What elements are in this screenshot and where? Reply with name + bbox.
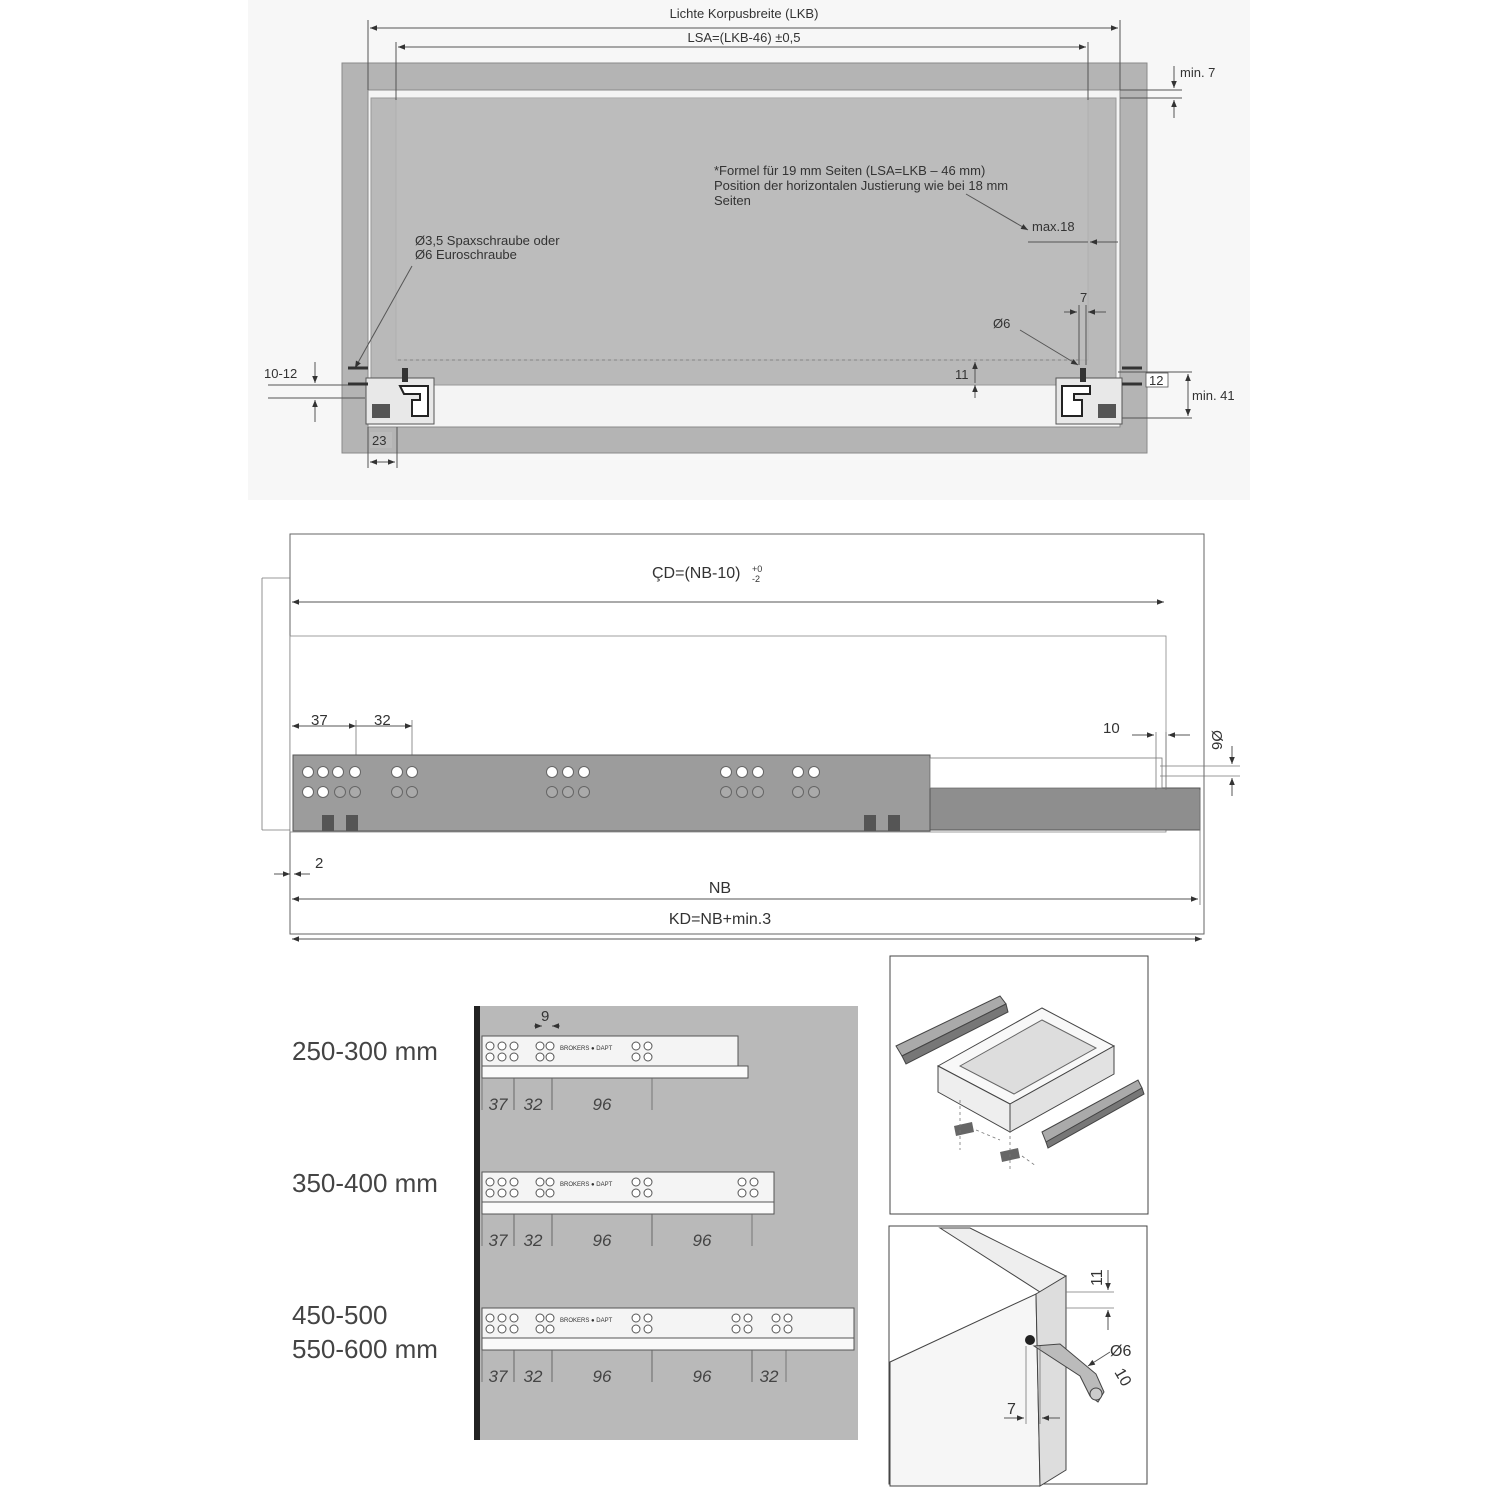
rail-hole: [498, 1189, 506, 1197]
front-view: [264, 6, 1235, 468]
runner-hole: [303, 767, 314, 778]
rail-dim-label: 96: [592, 1095, 612, 1114]
rail-hole: [732, 1314, 740, 1322]
min7-label: min. 7: [1180, 65, 1216, 80]
rail-dim-label: 37: [488, 1367, 508, 1386]
dim-min41-label: min. 41: [1192, 388, 1235, 403]
isometric-view: [890, 956, 1148, 1214]
runner-hole: [318, 767, 329, 778]
dim-11-label: 11: [955, 367, 969, 382]
rail-hole: [498, 1178, 506, 1186]
dim-23-label: 23: [372, 433, 387, 448]
rail-hole: [536, 1314, 544, 1322]
rail-hole: [644, 1314, 652, 1322]
rail-print: BROKERS ● DAPT: [560, 1182, 613, 1188]
runner-hole: [563, 767, 574, 778]
rail-hole: [732, 1325, 740, 1333]
runner-hole: [335, 787, 346, 798]
runner-hole: [303, 787, 314, 798]
size-label-550-600: 550-600 mm: [292, 1334, 438, 1364]
dim-10-12-label: 10-12: [264, 366, 298, 381]
rail-hole: [750, 1189, 758, 1197]
lkb-label: Lichte Korpusbreite (LKB): [669, 6, 819, 21]
rail-hole: [744, 1325, 752, 1333]
rail-hole: [498, 1042, 506, 1050]
rail-hole: [772, 1314, 780, 1322]
runner-hole: [793, 787, 804, 798]
dim-10-label: 10: [1103, 720, 1120, 737]
dim-32-label: 32: [374, 712, 391, 729]
runner-hole: [333, 767, 344, 778]
rail-hole: [546, 1314, 554, 1322]
lsa-label: LSA=(LKB-46) ±0,5: [687, 30, 801, 45]
max18-label: max.18: [1032, 219, 1075, 234]
rail-hole: [486, 1314, 494, 1322]
rail-hole: [536, 1042, 544, 1050]
rail-hole: [498, 1325, 506, 1333]
rail-hole: [738, 1178, 746, 1186]
rail-hole: [486, 1189, 494, 1197]
rail-dim-label: 32: [759, 1367, 779, 1386]
rail-dim-label: 37: [488, 1231, 508, 1250]
size-label-250-300: 250-300 mm: [292, 1036, 438, 1066]
rail-hole: [486, 1325, 494, 1333]
rail-hole: [784, 1325, 792, 1333]
kd-label: KD=NB+min.3: [668, 911, 772, 928]
runner-hole: [737, 767, 748, 778]
rail-hole: [744, 1314, 752, 1322]
rail-dim-label: 32: [523, 1367, 543, 1386]
rail-hole: [772, 1325, 780, 1333]
dim-2-label: 2: [315, 855, 324, 872]
dim-d6-label: Ø6: [993, 316, 1011, 331]
rail-hole: [536, 1178, 544, 1186]
formula-note-line-1: *Formel für 19 mm Seiten (LSA=LKB – 46 mm): [714, 163, 986, 178]
rail-hole: [546, 1325, 554, 1333]
runner-hole: [753, 767, 764, 778]
dim-d6-side-label: Ø6: [1208, 730, 1225, 751]
rail-hole: [546, 1189, 554, 1197]
nb-label: NB: [708, 880, 732, 897]
rail-hole: [644, 1053, 652, 1061]
rail-hole: [784, 1314, 792, 1322]
rail-dim-label: 32: [523, 1095, 543, 1114]
rail-hole: [632, 1189, 640, 1197]
rail-hole: [632, 1042, 640, 1050]
runner-hole: [350, 767, 361, 778]
runner-hole: [809, 767, 820, 778]
runner-hole: [392, 787, 403, 798]
runner-hole: [563, 787, 574, 798]
dim-7-label: 7: [1080, 290, 1088, 305]
rail-print: BROKERS ● DAPT: [560, 1046, 613, 1052]
hole-patterns: [292, 1006, 858, 1440]
detail-dim-11-label: 11: [1089, 1269, 1106, 1286]
rail-hole: [510, 1325, 518, 1333]
rail-hole: [738, 1189, 746, 1197]
runner-hole: [579, 767, 590, 778]
rail-dim-label: 32: [523, 1231, 543, 1250]
screw-note-line-1: Ø3,5 Spaxschraube oder: [415, 233, 560, 248]
rail-hole: [498, 1314, 506, 1322]
detail-dim-7-label: 7: [1007, 1401, 1016, 1418]
cd-tolerance-top: +0: [752, 564, 763, 574]
rail-hole: [644, 1189, 652, 1197]
dim-12-label: 12: [1149, 373, 1164, 388]
runner-hole: [579, 787, 590, 798]
runner-hole: [407, 767, 418, 778]
rail-hole: [750, 1178, 758, 1186]
rail-hole: [644, 1325, 652, 1333]
rail-dim-label: 37: [488, 1095, 508, 1114]
runner-hole: [793, 767, 804, 778]
formula-note-line-2: Position der horizontalen Justierung wie bei 18 mm: [714, 178, 1009, 193]
rail-hole: [510, 1042, 518, 1050]
dim-37-label: 37: [311, 712, 328, 729]
runner-hole: [737, 787, 748, 798]
rail-hole: [510, 1053, 518, 1061]
detail-view: [889, 1226, 1147, 1486]
runner-hole: [809, 787, 820, 798]
runner-hole: [753, 787, 764, 798]
rail-hole: [632, 1314, 640, 1322]
runner-hole: [721, 787, 732, 798]
rail-print: BROKERS ● DAPT: [560, 1318, 613, 1324]
rail-dim-label: 96: [692, 1367, 712, 1386]
runner-hole: [721, 767, 732, 778]
runner-extension: [930, 788, 1200, 830]
rail-hole: [486, 1178, 494, 1186]
rail-hole: [536, 1325, 544, 1333]
rail-hole: [510, 1314, 518, 1322]
dim-9-label: 9: [541, 1008, 550, 1025]
rail-hole: [486, 1053, 494, 1061]
rail-hole: [546, 1053, 554, 1061]
rail-dim-label: 96: [692, 1231, 712, 1250]
cd-tolerance-bottom: -2: [752, 574, 761, 584]
rail-hole: [510, 1189, 518, 1197]
runner-hole: [547, 767, 558, 778]
rail-hole: [632, 1053, 640, 1061]
detail-dim-10-label: 10: [1110, 1365, 1135, 1390]
rail-hole: [632, 1325, 640, 1333]
rail-hole: [546, 1042, 554, 1050]
rail-hole: [536, 1189, 544, 1197]
rail-hole: [644, 1178, 652, 1186]
runner-body: [293, 755, 930, 831]
rail-hole: [486, 1042, 494, 1050]
size-label-350-400: 350-400 mm: [292, 1168, 438, 1198]
runner-hole: [392, 767, 403, 778]
side-view: [262, 534, 1240, 939]
detail-dim-d6-label: Ø6: [1110, 1343, 1132, 1360]
formula-note-line-3: Seiten: [714, 193, 751, 208]
cd-label: ÇD=(NB-10): [652, 565, 741, 582]
rail-dim-label: 96: [592, 1367, 612, 1386]
rail-hole: [632, 1178, 640, 1186]
runner-hole: [350, 787, 361, 798]
detail-hole: [1025, 1335, 1035, 1345]
screw-note-line-2: Ø6 Euroschraube: [415, 247, 517, 262]
rail-hole: [644, 1042, 652, 1050]
rail-hole: [498, 1053, 506, 1061]
runner-hole: [407, 787, 418, 798]
rail-hole: [546, 1178, 554, 1186]
rail-hole: [510, 1178, 518, 1186]
rail-hole: [536, 1053, 544, 1061]
rail-dim-label: 96: [592, 1231, 612, 1250]
runner-hole: [318, 787, 329, 798]
size-label-450-500: 450-500: [292, 1300, 388, 1330]
drawer-inner-panel: [396, 98, 1088, 360]
runner-hole: [547, 787, 558, 798]
